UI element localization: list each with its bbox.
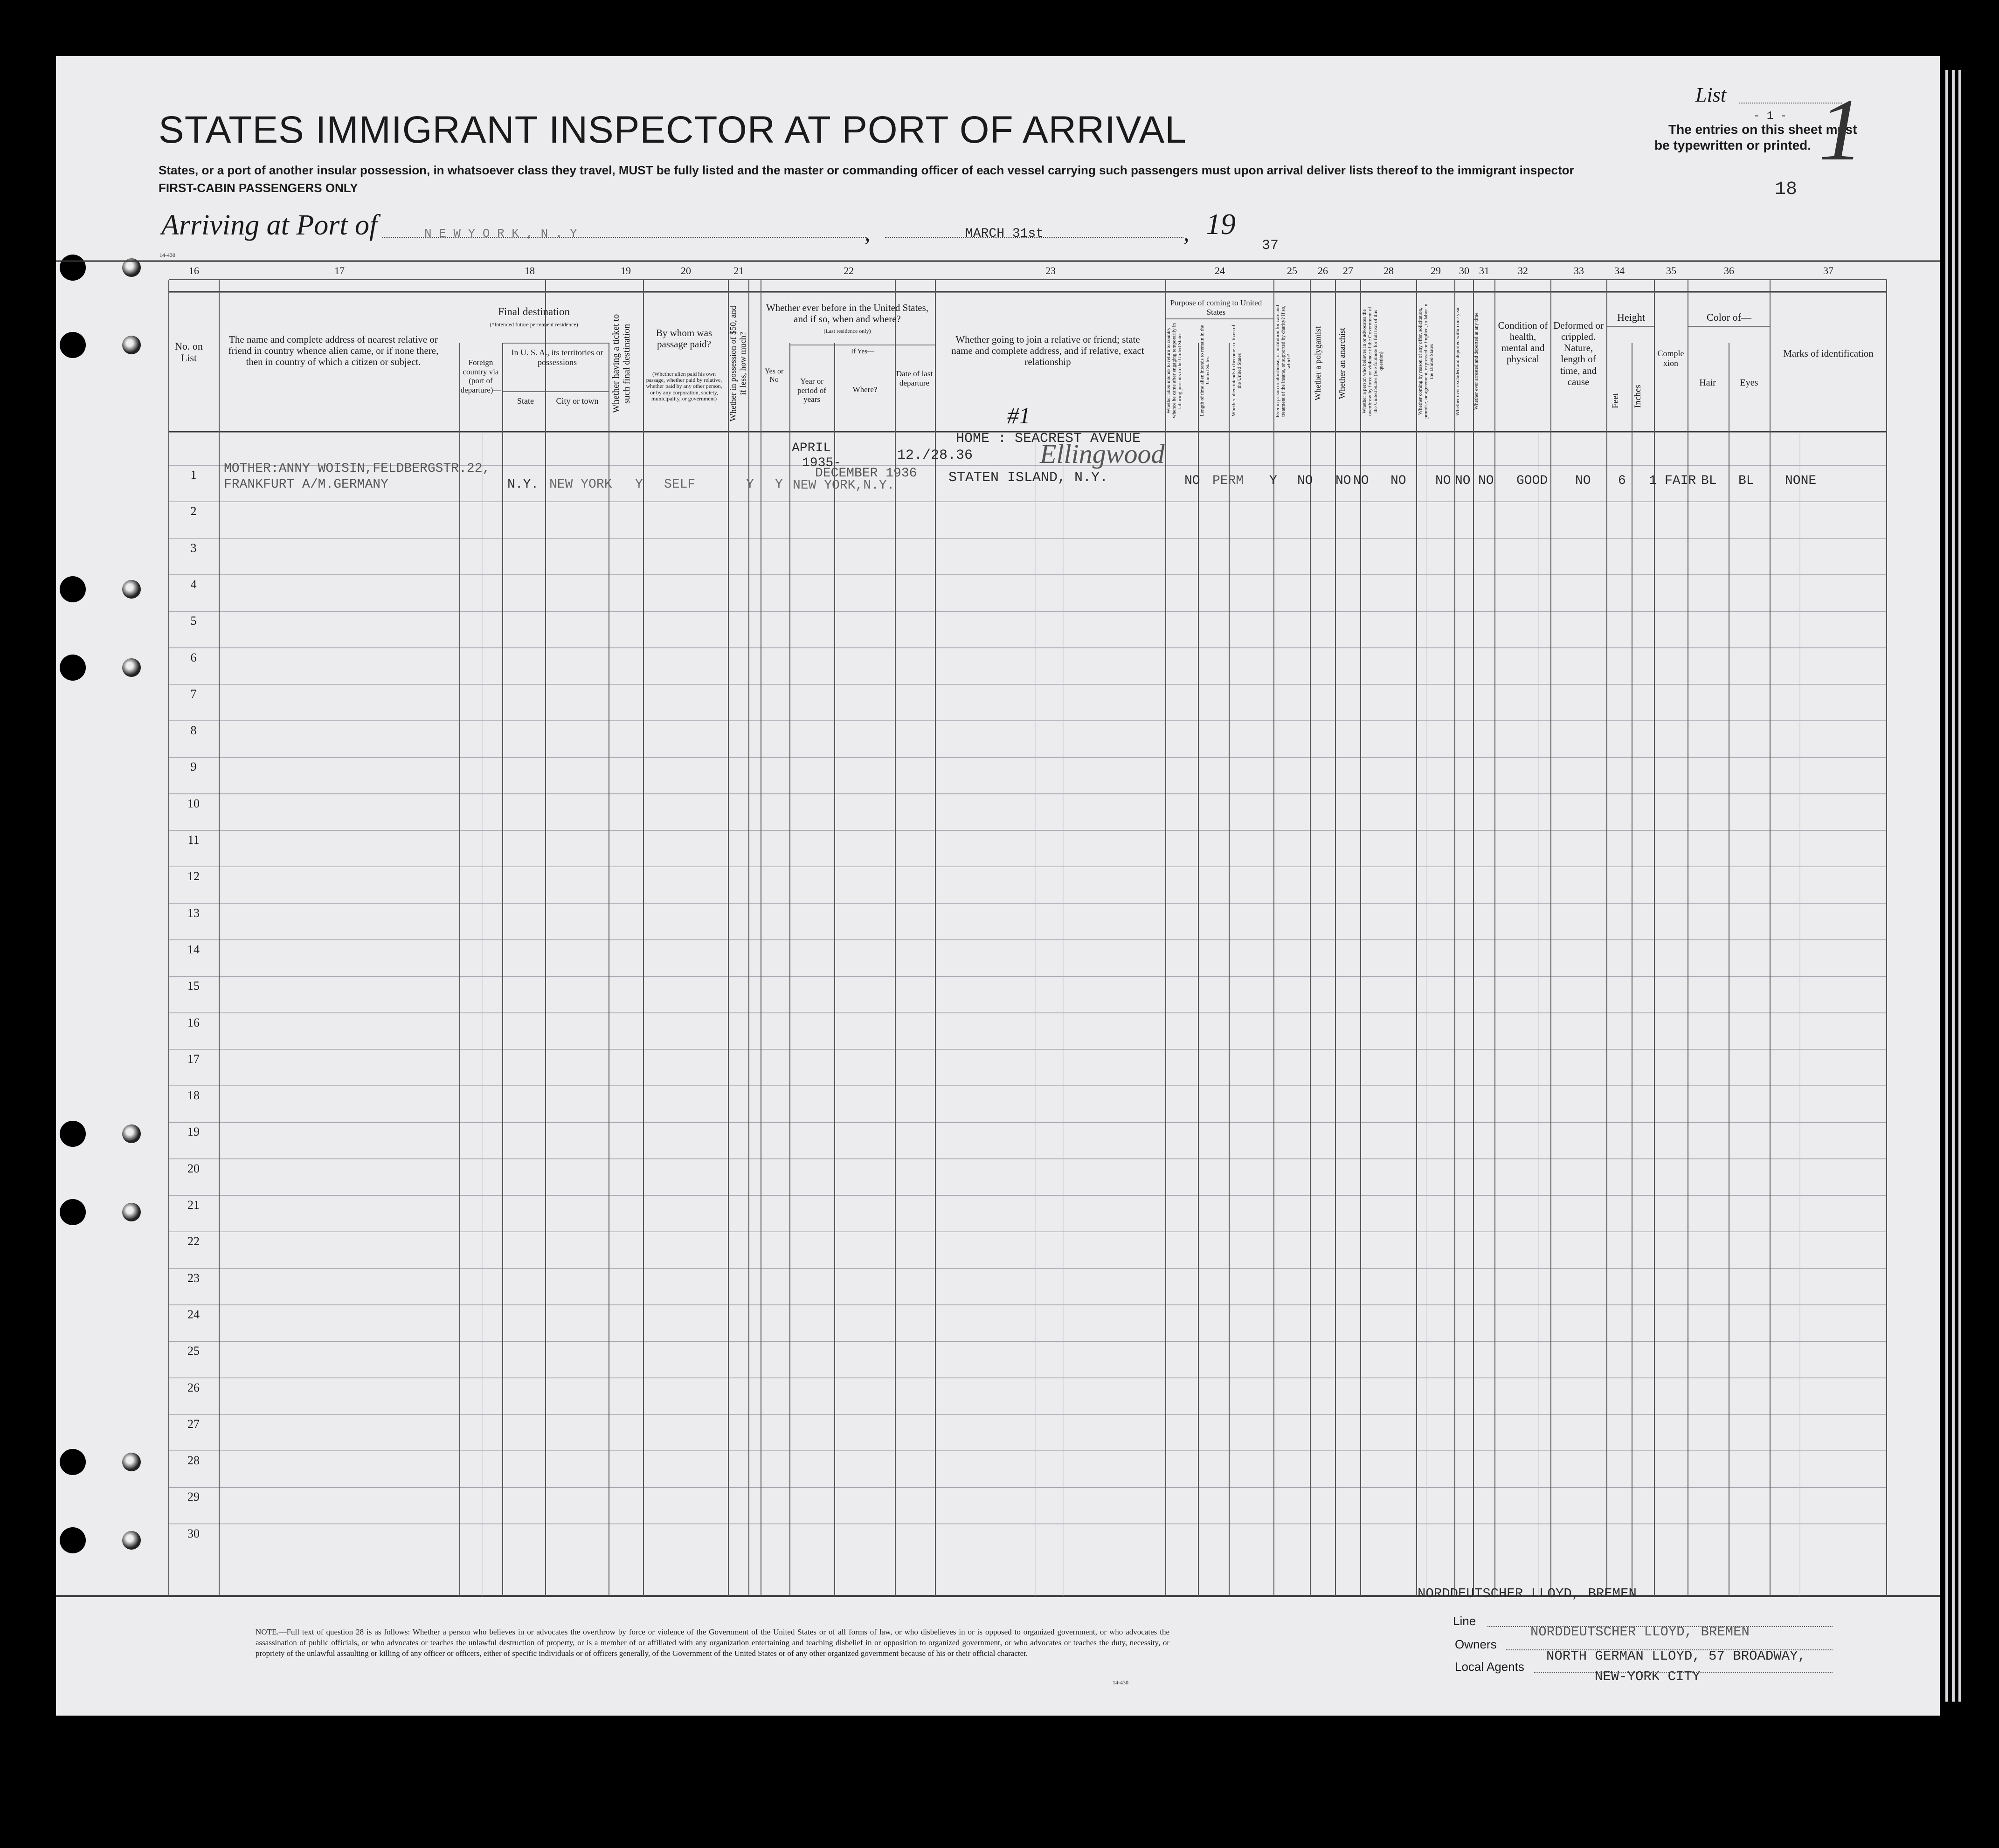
- column-number: 17: [334, 265, 345, 276]
- header-color-of: Color of—: [1707, 311, 1751, 323]
- typewritten-note: The entries on this sheet must: [1668, 122, 1857, 137]
- entry-money: Y: [746, 477, 754, 492]
- row-number: 12: [187, 869, 200, 883]
- entry-join-line2: STATEN ISLAND, N.Y.: [948, 470, 1108, 486]
- column-number: 24: [1215, 265, 1225, 276]
- row-number: 7: [190, 687, 197, 701]
- header-join-relative: Whether going to join a relative or friend; state name and complete address, and if relative, exact relationship: [951, 334, 1144, 368]
- entry-state: N.Y.: [507, 477, 539, 492]
- row-number: 19: [187, 1125, 200, 1139]
- header-last-departure: Date of last departure: [896, 369, 933, 387]
- entry-marks: NONE: [1785, 474, 1817, 488]
- sheet-handwritten-number: 1: [1819, 81, 1863, 179]
- form-subtitle: States, or a port of another insular possession, in whatsoever class they travel, MUST be fully listed and the master or commanding officer of each vessel carrying such passengers must upon arrival deliver lists thereof to the immigrant inspector: [159, 163, 1574, 177]
- column-number: 26: [1318, 265, 1328, 276]
- header-in-usa: In U. S. A., its territories or possessions: [511, 348, 603, 367]
- entry-join-line1: HOME : SEACREST AVENUE: [956, 431, 1141, 447]
- entry-length-of-stay: PERM: [1212, 474, 1244, 488]
- header-complexion: Complexion: [1657, 349, 1684, 368]
- entry-join-annotation: #1: [1007, 402, 1031, 428]
- header-polygamist: Whether a polygamist: [1313, 326, 1322, 401]
- list-number: - 1 -: [1753, 110, 1787, 123]
- entry-last-departure: 12./28.36: [897, 448, 973, 463]
- agents-line1: NORTH GERMAN LLOYD, 57 BROADWAY,: [1546, 1648, 1806, 1664]
- header-final-destination: Final destination: [498, 306, 570, 317]
- header-ever-before: Whether ever before in the United States, and if so, when and where?: [766, 302, 929, 325]
- list-label: List: [1695, 83, 1727, 106]
- entry-overthrow: NO: [1390, 474, 1406, 488]
- row-number: 25: [187, 1344, 200, 1358]
- header-anarchist: Whether an anarchist: [1337, 328, 1347, 400]
- row-number: 17: [187, 1052, 200, 1066]
- row-number: 10: [187, 796, 200, 810]
- column-number: 36: [1724, 265, 1734, 276]
- entry-anarchist: NO: [1353, 474, 1369, 488]
- row-number: 27: [187, 1417, 200, 1431]
- column-number: 22: [844, 265, 854, 276]
- header-no-on-list: No. on List: [175, 340, 203, 364]
- agents-line2: NEW-YORK CITY: [1595, 1669, 1701, 1684]
- column-number: 37: [1823, 265, 1833, 276]
- header-height: Height: [1617, 311, 1645, 323]
- header-feet: Feet: [1611, 393, 1620, 409]
- header-prison: Ever in prison or almshouse, or institution for care and treatment of the insane, or supported by charity? If so, which?: [1275, 305, 1292, 418]
- entry-labor-offer: NO: [1435, 474, 1451, 488]
- column-number: 28: [1383, 265, 1394, 276]
- header-inches: Inches: [1633, 385, 1643, 408]
- entry-health: GOOD: [1516, 474, 1548, 488]
- row-number: 13: [187, 906, 200, 920]
- row-number: 5: [190, 614, 197, 628]
- entry-inches: 1: [1649, 474, 1657, 488]
- entry-eyes: BL: [1738, 474, 1754, 488]
- entry-period-line2: 1935-: [802, 456, 842, 470]
- entry-period-line3: DECEMBER 1936: [815, 466, 917, 481]
- column-number: 34: [1614, 265, 1625, 276]
- arrival-date: MARCH 31st: [965, 227, 1044, 241]
- header-length-of-stay: Length of time alien intends to remain in the United States: [1199, 324, 1210, 417]
- row-number: 20: [187, 1161, 200, 1175]
- entry-relative-line2: FRANKFURT A/M.GERMANY: [224, 477, 388, 492]
- column-number: 30: [1459, 265, 1469, 276]
- entry-return-intent: NO: [1184, 474, 1200, 488]
- cabin-class: FIRST-CABIN PASSENGERS ONLY: [159, 181, 358, 195]
- header-return-intent: Whether alien intends to return to country whence he came after engaging temporarily in laboring pursuits in the United States: [1166, 323, 1183, 419]
- header-passage-paid: By whom was passage paid?: [656, 327, 712, 350]
- row-number: 3: [190, 541, 197, 555]
- header-where: Where?: [852, 385, 878, 394]
- row-number: 9: [190, 760, 197, 774]
- row-number: 2: [190, 504, 197, 518]
- footnote-28: NOTE.—Full text of question 28 is as follows: Whether a person who believes in or advocates the overthrow by force or violence of the Government of the United States or of all forms of law, or who disbelieves in or is opposed to organized government, or who advocates the assassination of public officials, or who advocates or teaches the unlawful destruction of property, or is a member of or affiliated with any organization entertaining and teaching disbelief in or opposition to organized government, or who advocates or teaches the duty, necessity, or propriety of the unlawful assaulting or killing of any officer or officers, either of specific individuals or of officers generally, of the Government of the United States or of any other organized government because of his or their official character.: [256, 1627, 1169, 1658]
- line-label: Line: [1453, 1614, 1476, 1628]
- column-number: 35: [1666, 265, 1676, 276]
- entry-excluded: NO: [1455, 474, 1471, 488]
- owners: NORDDEUTSCHER LLOYD, BREMEN: [1530, 1624, 1750, 1640]
- column-number: 16: [189, 265, 199, 276]
- entry-citizen-intent: Y: [1269, 474, 1277, 488]
- entry-before-yes: Y: [775, 477, 783, 492]
- row-number: 16: [187, 1015, 200, 1029]
- header-nearest-relative: The name and complete address of nearest relative or friend in country whence alien came, or if none there, then in country of which a citizen or subject.: [228, 334, 439, 368]
- row-number: 4: [190, 577, 197, 591]
- page-number: 18: [1775, 179, 1798, 200]
- form-title: STATES IMMIGRANT INSPECTOR AT PORT OF ARRIVAL: [159, 109, 1187, 151]
- row-number: 14: [187, 942, 200, 956]
- agents-underline: [1534, 1672, 1833, 1673]
- row-number: 23: [187, 1271, 200, 1285]
- year-prefix: 19: [1206, 207, 1236, 241]
- column-number: 32: [1518, 265, 1528, 276]
- header-eyes: Eyes: [1740, 378, 1758, 388]
- comma: ,: [1183, 220, 1190, 246]
- row-number: 22: [187, 1234, 200, 1248]
- row-number: 6: [190, 650, 197, 664]
- footer-form-number: 14-430: [1113, 1679, 1128, 1686]
- header-period: Year or period of years: [797, 377, 826, 404]
- typewritten-note: be typewritten or printed.: [1654, 138, 1812, 152]
- header-overthrow: Whether a person who believes in or advocates the overthrow by force or violence of the Government of the United States (See footnote for full text of this question): [1362, 307, 1384, 416]
- row-number: 11: [187, 833, 200, 847]
- header-foreign-country: Foreign country via (port of departure)—: [460, 358, 501, 394]
- column-number: 19: [621, 265, 631, 276]
- header-deported: Whether ever arrested and deported at any time: [1473, 312, 1479, 410]
- owners-label: Owners: [1455, 1637, 1497, 1651]
- row-number: 26: [187, 1380, 200, 1394]
- entry-ticket: Y: [635, 477, 643, 492]
- entry-deformed: NO: [1575, 474, 1591, 488]
- column-number: 31: [1479, 265, 1489, 276]
- header-hair: Hair: [1699, 378, 1716, 388]
- header-marks: Marks of identification: [1783, 348, 1874, 359]
- entry-paid-by: SELF: [664, 477, 696, 492]
- row-number: 30: [187, 1526, 200, 1540]
- entry-deported: NO: [1478, 474, 1494, 488]
- column-number: 23: [1045, 265, 1056, 276]
- header-citizen-intent: Whether alien intends to become a citizen of the United States: [1231, 324, 1242, 417]
- header-purpose: Purpose of coming to United States: [1170, 298, 1262, 317]
- row-number: 1: [190, 468, 197, 482]
- column-number: 29: [1431, 265, 1441, 276]
- agents-label: Local Agents: [1455, 1660, 1524, 1674]
- header-excluded: Whether ever excluded and deported within one year: [1455, 307, 1460, 416]
- header-final-destination-note: (*Intended future permanent residence): [490, 321, 578, 328]
- column-number: 33: [1574, 265, 1584, 276]
- line-company: NORDDEUTSCHER LLOYD, BREMEN: [1418, 1586, 1637, 1601]
- column-number: 18: [525, 265, 535, 276]
- header-city: City or town: [556, 396, 599, 406]
- row-number: 24: [187, 1307, 200, 1321]
- header-health: Condition of health, mental and physical: [1498, 320, 1548, 365]
- row-number: 29: [187, 1490, 200, 1504]
- column-number: 20: [681, 265, 691, 276]
- header-state: State: [517, 396, 534, 406]
- entry-city: NEW YORK: [549, 477, 612, 492]
- header-last-residence: (Last residence only): [823, 328, 871, 334]
- entry-hair: BL: [1701, 474, 1717, 488]
- header-deformed: Deformed or crippled. Nature, length of time, and cause: [1553, 320, 1604, 387]
- column-number: 25: [1287, 265, 1297, 276]
- header-fifty-dollars: Whether in possession of $50, and if less, how much?: [728, 306, 747, 421]
- port-of-arrival: N E W Y O R K , N . Y: [424, 227, 577, 241]
- form-number: 14-430: [159, 252, 175, 258]
- entry-where: NEW YORK,N.Y.: [793, 478, 895, 493]
- entry-polygamist: NO: [1335, 474, 1351, 488]
- column-number: 27: [1343, 265, 1353, 276]
- entry-period-line1: APRIL: [792, 441, 831, 455]
- entry-relative-line1: MOTHER:ANNY WOISIN,FELDBERGSTR.22,: [224, 462, 491, 476]
- entry-feet: 6: [1618, 474, 1626, 488]
- entry-prison: NO: [1297, 474, 1313, 488]
- row-number: 18: [187, 1089, 200, 1103]
- year: 37: [1262, 238, 1279, 254]
- row-number: 8: [190, 724, 197, 738]
- entry-complexion: FAIR: [1665, 474, 1696, 488]
- column-number: 21: [733, 265, 744, 276]
- row-number: 21: [187, 1198, 200, 1212]
- header-passage-paid-note: (Whether alien paid his own passage, whether paid by relative, whether paid by any other person, or by any corporation, society, municipality, or government): [646, 371, 722, 402]
- row-number: 28: [187, 1454, 200, 1468]
- header-ticket: Whether having a ticket to such final destination: [611, 314, 632, 414]
- arriving-label: Arriving at Port of: [161, 209, 378, 241]
- entry-join-handwritten: Ellingwood: [1040, 439, 1165, 469]
- header-if-yes: If Yes—: [851, 348, 874, 355]
- header-labor-offer: Whether coming by reason of any offer, solicitation, promise, or agreement, expressed or implied, to labor in the United States: [1418, 303, 1434, 419]
- row-number: 15: [187, 979, 200, 993]
- comma: ,: [865, 220, 871, 246]
- header-yes-no: Yes or No: [764, 367, 784, 384]
